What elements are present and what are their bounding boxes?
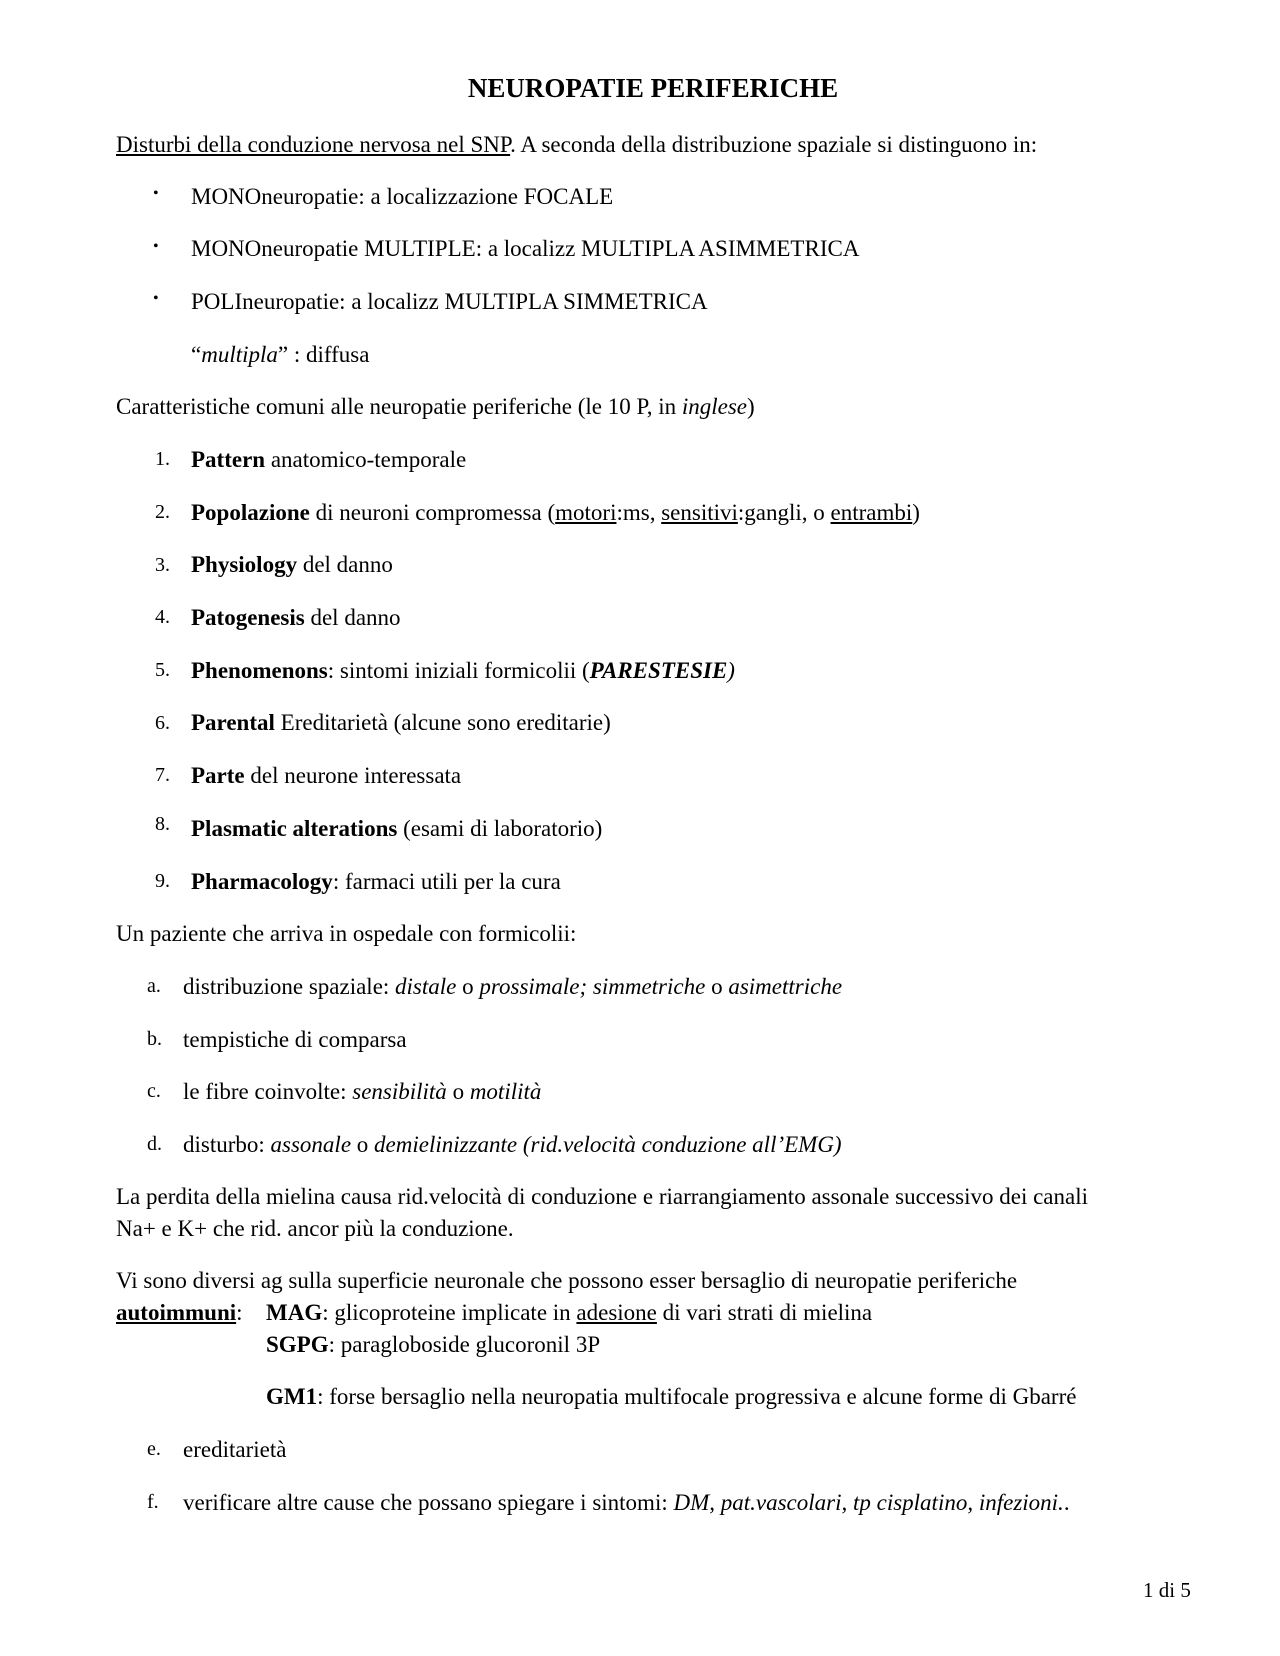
p-text: di neuroni compromessa ( (309, 500, 556, 525)
antigen-text: : forse bersaglio nella neuropatia multifocale progressiva e alcune forme di Gbarré (317, 1384, 1077, 1409)
p-text: :gangli, o (737, 500, 831, 525)
p-bold: Physiology (191, 552, 298, 577)
p-underline-entrambi: entrambi (830, 500, 913, 525)
letter-item-e: ereditarietà (183, 1437, 287, 1462)
type-item-1: MONOneuropatie: a localizzazione FOCALE (191, 184, 614, 209)
p-num-9: 9. (155, 870, 170, 892)
common-italic: inglese (681, 394, 747, 419)
letter-e: e. (147, 1438, 161, 1460)
p-item-3 (191, 550, 393, 580)
p-item-7 (191, 761, 461, 791)
antigen-text: di vari strati di mielina (656, 1300, 873, 1325)
type-item-2: MONOneuropatie MULTIPLE: a localizz MULTIPLA ASIMMETRICA (191, 236, 860, 261)
p-num-7: 7. (155, 764, 170, 786)
page-title: NEUROPATIE PERIFERICHE (467, 73, 839, 103)
type-item-3: POLIneuropatie: a localizz MULTIPLA SIMMETRICA (191, 289, 708, 314)
p-text: anatomico-temporale (265, 447, 467, 472)
common-end: ) (747, 394, 755, 419)
antigens-intro: Vi sono diversi ag sulla superficie neuronale che possono esser bersaglio di neuropatie periferiche (116, 1268, 1018, 1293)
multipla-close: ” : diffusa (277, 342, 370, 367)
p-text: : farmaci utili per la cura (332, 869, 561, 894)
p-text: (esami di laboratorio) (397, 816, 603, 841)
autoimmuni-label: autoimmuni (116, 1300, 237, 1325)
antigen-text: : glicoproteine implicate in (322, 1300, 577, 1325)
letter-italic: prossimale; simmetriche (479, 974, 706, 999)
bullet-3: • (153, 290, 159, 307)
letter-text: distribuzione spaziale: (183, 974, 396, 999)
mielina-line-1: La perdita della mielina causa rid.velocità di conduzione e riarrangiamento assonale successivo dei canali (116, 1184, 1088, 1209)
letter-item-b: tempistiche di comparsa (183, 1027, 407, 1052)
letter-item-f (183, 1488, 1070, 1518)
p-text: : sintomi iniziali formicolii ( (327, 658, 590, 683)
p-num-2: 2. (155, 501, 170, 523)
letter-item-d (183, 1130, 842, 1160)
p-item-4 (191, 603, 401, 633)
bullet-1: • (153, 185, 159, 202)
p-text: :ms, (616, 500, 662, 525)
common-heading (116, 392, 755, 422)
p-text: ) (912, 500, 920, 525)
p-item-9 (191, 867, 561, 897)
letter-d: d. (147, 1133, 162, 1155)
antigen-sgpg (266, 1330, 600, 1360)
p-num-3: 3. (155, 554, 170, 576)
p-bold: Phenomenons (191, 658, 328, 683)
common-text: Caratteristiche comuni alle neuropatie periferiche (le 10 P, in (116, 394, 682, 419)
p-bold: Parte (191, 763, 245, 788)
p-num-4: 4. (155, 606, 170, 628)
letter-text: o (705, 974, 729, 999)
patient-heading: Un paziente che arriva in ospedale con formicolii: (116, 921, 577, 946)
multipla-word: multipla (201, 342, 278, 367)
intro-paragraph (116, 130, 1037, 160)
p-num-8: 8. (155, 813, 170, 835)
antigen-name: SGPG (266, 1332, 329, 1357)
mielina-line-2: Na+ e K+ che rid. ancor più la conduzione. (116, 1216, 514, 1241)
letter-italic: sensibilità (352, 1079, 447, 1104)
p-bold: Pattern (191, 447, 266, 472)
p-num-5: 5. (155, 659, 170, 681)
p-bold: Pharmacology (191, 869, 333, 894)
letter-item-a (183, 972, 842, 1002)
antigens-label (116, 1298, 243, 1328)
p-underline-sensitivi: sensitivi (661, 500, 738, 525)
multipla-open: “ (191, 342, 202, 367)
letter-text: o (446, 1079, 470, 1104)
autoimmuni-colon: : (236, 1300, 243, 1325)
letter-text: le fibre coinvolte: (183, 1079, 353, 1104)
p-num-1: 1. (155, 448, 170, 470)
antigen-name: MAG (266, 1300, 323, 1325)
letter-italic: motilità (469, 1079, 542, 1104)
bullet-2: • (153, 238, 159, 255)
letter-italic: assonale (270, 1132, 352, 1157)
p-item-6 (191, 708, 611, 738)
antigen-gm1 (266, 1382, 1076, 1412)
letter-text: disturbo: (183, 1132, 271, 1157)
p-text: del neurone interessata (244, 763, 462, 788)
letter-text: o (456, 974, 480, 999)
multipla-note (191, 340, 369, 370)
intro-underlined: Disturbi della conduzione nervosa nel SNP (116, 132, 511, 157)
letter-italic: distale (395, 974, 457, 999)
p-parestesie: PARESTESIE (589, 658, 728, 683)
letter-f: f. (147, 1491, 159, 1513)
antigen-name: GM1 (266, 1384, 318, 1409)
letter-text: o (351, 1132, 375, 1157)
p-item-8 (191, 814, 602, 844)
antigen-underline: adesione (576, 1300, 657, 1325)
page-number: 1 di 5 (1143, 1578, 1191, 1602)
p-num-6: 6. (155, 712, 170, 734)
antigen-mag (266, 1298, 872, 1328)
p-text: ) (727, 658, 735, 683)
p-text: del danno (297, 552, 393, 577)
p-text: del danno (304, 605, 401, 630)
letter-item-c (183, 1077, 541, 1107)
p-item-5 (191, 656, 735, 686)
p-item-1 (191, 445, 466, 475)
letter-text: . (1063, 1490, 1070, 1515)
letter-c: c. (147, 1080, 161, 1102)
intro-rest: . A seconda della distribuzione spaziale si distinguono in: (510, 132, 1038, 157)
p-underline-motori: motori (555, 500, 617, 525)
p-text: Ereditarietà (alcune sono ereditarie) (274, 710, 611, 735)
p-bold: Patogenesis (191, 605, 305, 630)
p-item-2 (191, 498, 920, 528)
letter-italic: DM, pat.vascolari, tp cisplatino, infezioni. (673, 1490, 1064, 1515)
letter-italic: asimettriche (728, 974, 843, 999)
letter-text: verificare altre cause che possano spiegare i sintomi: (183, 1490, 674, 1515)
p-bold: Plasmatic alterations (191, 816, 398, 841)
letter-b: b. (147, 1028, 162, 1050)
antigen-text: : paragloboside glucoronil 3P (328, 1332, 601, 1357)
letter-italic: demielinizzante (rid.velocità conduzione all’EMG) (374, 1132, 842, 1157)
p-bold: Parental (191, 710, 275, 735)
letter-a: a. (147, 975, 161, 997)
p-bold: Popolazione (191, 500, 310, 525)
